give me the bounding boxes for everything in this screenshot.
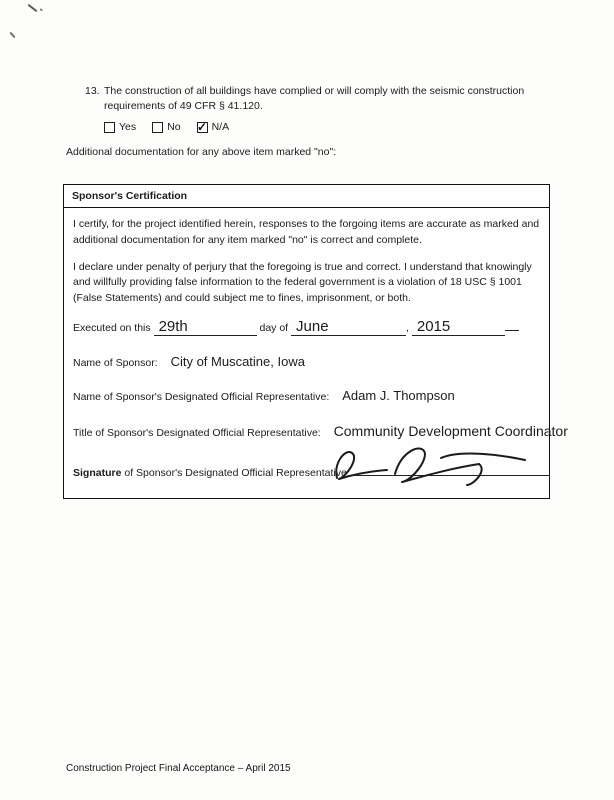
document-footer: Construction Project Final Acceptance – April 2015 — [66, 763, 291, 774]
sponsor-name-value: City of Muscatine, Iowa — [170, 353, 305, 369]
option-yes — [104, 121, 136, 133]
na-label: N/A — [211, 121, 230, 133]
item-13 — [85, 84, 533, 114]
sponsor-name-label: Name of Sponsor: — [73, 356, 158, 369]
yes-checkbox[interactable] — [104, 122, 115, 133]
signature-line — [353, 464, 549, 476]
scan-artifact-mark — [28, 4, 38, 12]
representative-title-field — [73, 421, 568, 442]
sponsor-name-field — [73, 352, 540, 372]
executed-month-value: June — [291, 319, 406, 336]
option-no — [152, 121, 180, 133]
no-checkbox[interactable] — [152, 122, 163, 133]
trailing-blank-line — [505, 318, 519, 331]
signature-label: Signature of Sponsor's Designated Official Representative: — [73, 467, 350, 479]
executed-middle: day of — [259, 321, 289, 334]
representative-title-value: Community Development Coordinator — [333, 423, 568, 439]
representative-title-label: Title of Sponsor's Designated Official Representative: — [73, 427, 321, 439]
representative-name-label: Name of Sponsor's Designated Official Representative: — [73, 391, 330, 404]
item-13-text: The construction of all buildings have complied or will comply with the seismic construction requirements of 49 CFR § 41.120. — [104, 85, 525, 113]
scan-artifact-mark — [9, 32, 15, 39]
executed-on-line — [73, 318, 540, 337]
representative-name-field — [73, 386, 540, 406]
signature-field — [73, 464, 540, 482]
certification-title: Sponsor's Certification — [64, 185, 549, 208]
yes-label: Yes — [119, 121, 137, 133]
certification-paragraph-2: I declare under penalty of perjury that the foregoing is true and correct. I understand that knowingly and willfully providing false information to the federal government is a violation of 18 USC § 1001 (False Statements) and could subject me to fines, imprisonment, or both. — [73, 260, 532, 304]
executed-separator: , — [406, 321, 409, 334]
representative-name-value: Adam J. Thompson — [342, 388, 455, 404]
item-13-options — [104, 121, 245, 133]
executed-day-value: 29th — [154, 319, 257, 336]
additional-documentation-label: Additional documentation for any above item marked "no": — [66, 146, 337, 158]
certification-body — [64, 208, 568, 498]
item-13-number: 13. — [85, 85, 100, 97]
executed-year-value: 2015 — [412, 319, 505, 336]
sponsors-certification-box — [63, 184, 568, 499]
na-checkbox-checked[interactable]: ✓ — [197, 119, 208, 134]
no-label: No — [167, 121, 181, 133]
executed-prefix: Executed on this — [73, 321, 151, 334]
certification-paragraph-1: I certify, for the project identified herein, responses to the forgoing items are accurate as marked and additional documentation for any item marked "no" is correct and complete. — [73, 218, 540, 246]
option-na — [197, 121, 230, 133]
